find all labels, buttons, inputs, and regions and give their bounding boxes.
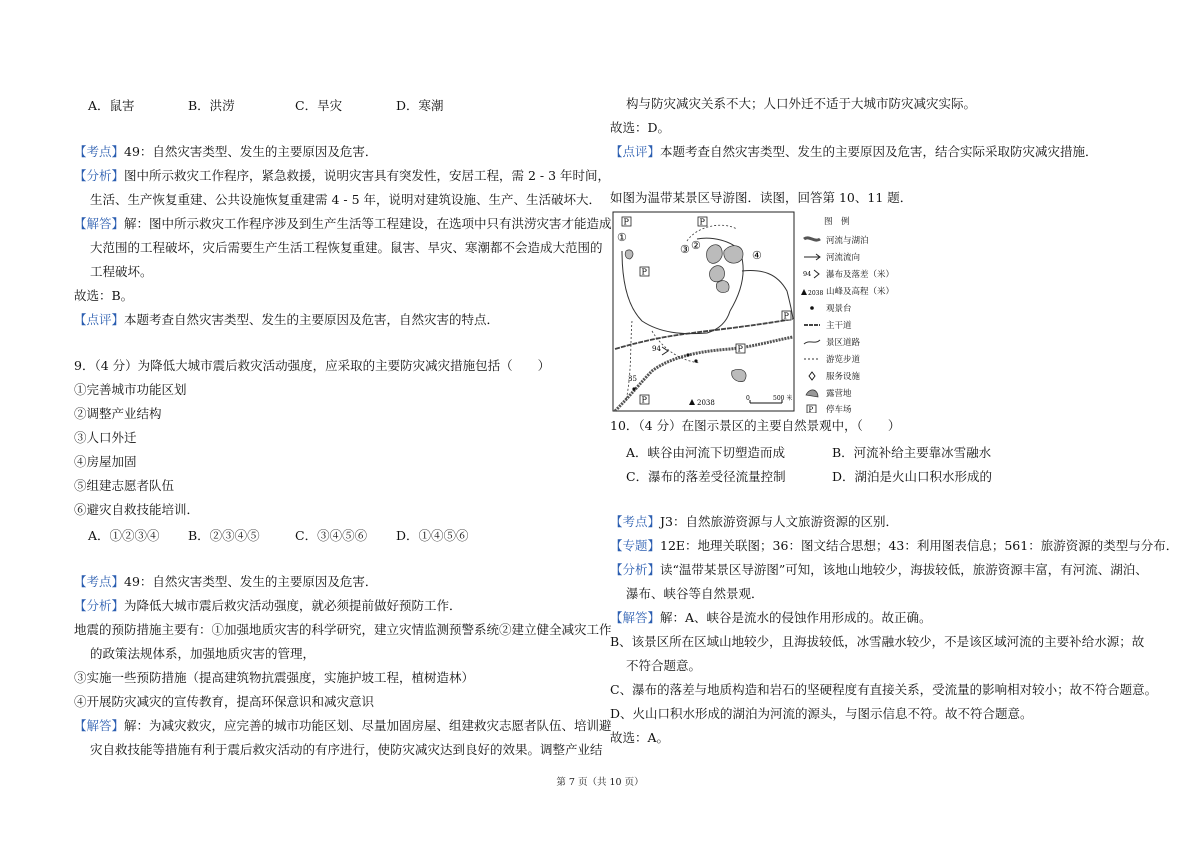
parking-label-3: P: [641, 267, 647, 277]
peak-label: 2038: [697, 399, 715, 407]
q9-item-1: ①完善城市功能区划: [74, 382, 187, 397]
parking-label-4: P: [783, 311, 789, 321]
map-frame: [613, 212, 794, 411]
q9-stem: 9．（4 分）为降低大城市震后救灾活动强度，应采取的主要防灾减灾措施包括（ ）: [74, 358, 551, 373]
fenxi-tag: 【分析】: [74, 168, 125, 183]
parking-label-6: P: [641, 395, 647, 405]
q9-item-3: ③人口外迁: [74, 430, 137, 445]
q8-jieda-line3: 工程破坏。: [90, 264, 153, 279]
q10-d-line: D、火山口积水形成的湖泊为河流的源头，与图示信息不符。故不符合题意。: [610, 706, 1033, 721]
lake-5: [625, 250, 633, 259]
q10-fenxi: 【分析】读“温带某景区导游图”可知，该地山地较少，海拔较低，旅游资源丰富，有河流、湖泊、: [610, 562, 1148, 577]
viewpoint-icon-2: [694, 359, 697, 362]
scenic-area-map: [612, 211, 908, 413]
legend-river-lake: 河流与湖泊: [826, 236, 869, 246]
page-footer: 第 7 页（共 10 页）: [556, 777, 644, 788]
legend-scenic-road: 景区道路: [826, 338, 861, 348]
q9-measures-1: 地震的预防措施主要有：①加强地质灾害的科学研究，建立灾情监测预警系统②建立健全减灾工作: [74, 622, 612, 637]
jieda-tag: 【解答】: [74, 718, 125, 733]
jieda-tag: 【解答】: [610, 610, 661, 625]
legend-peak: 山峰及高程（米）: [826, 287, 895, 297]
q10-stem: 10．（4 分）在图示景区的主要自然景观中，（ ）: [610, 418, 901, 433]
legend-service: 服务设施: [826, 372, 861, 382]
kaodian-tag: 【考点】: [74, 574, 125, 589]
scale-label-500: 500 米: [773, 395, 793, 402]
q8-jieda-line2: 大范围的工程破坏，灾后需要生产生活工程恢复重建。鼠害、旱灾、寒潮都不会造成大范围的: [90, 240, 603, 255]
q9-fenxi: 【分析】为降低大城市震后救灾活动强度，就必须提前做好预防工作．: [74, 598, 462, 613]
fenxi-tag: 【分析】: [74, 598, 125, 613]
q8-option-d: D．寒潮: [396, 98, 444, 113]
q8-kaodian: 【考点】49：自然灾害类型、发生的主要原因及危害．: [74, 144, 378, 159]
point-2-label: ②: [691, 239, 701, 252]
q10-b-line2: 不符合题意。: [626, 658, 702, 673]
parking-label-2: P: [699, 217, 705, 227]
legend-parking: 停车场: [826, 405, 852, 413]
legend-viewpoint: 观景台: [826, 304, 852, 314]
q10-option-c: C．瀑布的落差受径流量控制: [626, 469, 786, 484]
legend-service-icon: [809, 372, 815, 380]
legend-parking-letter: P: [808, 406, 814, 413]
q9-option-b: B．②③④⑤: [188, 528, 260, 543]
q9-jieda-line2: 灾自救技能等措施有利于震后救灾活动的有序进行，使防灾减灾达到良好的效果。调整产业结: [90, 742, 603, 757]
q9-answer: 故选：D。: [610, 120, 671, 135]
legend-camp: 露营地: [826, 389, 852, 399]
q9-jieda-line3: 构与防灾减灾关系不大；人口外迁不适于大城市防灾减灾实际。: [626, 96, 977, 111]
map-svg: [612, 211, 908, 413]
q8-dianping: 【点评】本题考查自然灾害类型、发生的主要原因及危害，自然灾害的特点．: [74, 312, 500, 327]
q9-option-d: D．①④⑤⑥: [396, 528, 469, 543]
q9-option-a: A．①②③④: [88, 528, 160, 543]
jieda-tag: 【解答】: [74, 216, 125, 231]
q9-measures-3: ③实施一些预防措施（提高建筑物抗震强度，实施护坡工程，植树造林）: [74, 670, 475, 685]
q9-item-2: ②调整产业结构: [74, 406, 162, 421]
q8-fenxi: 【分析】图中所示救灾工作程序，紧急救援，说明灾害具有突发性，安居工程，需 2 - 3 年时间，: [74, 168, 611, 183]
q9-item-5: ⑤组建志愿者队伍: [74, 478, 175, 493]
q10-option-b: B．河流补给主要靠冰雪融水: [832, 445, 992, 460]
dianping-tag: 【点评】: [74, 312, 125, 327]
q10-b-line1: B、该景区所在区域山地较少，且海拔较低，冰雪融水较少，不是该区域河流的主要补给水源；故: [610, 634, 1145, 649]
legend-fall-number: 94: [803, 270, 812, 278]
q10-option-d: D．湖泊是火山口积水形成的: [832, 469, 993, 484]
legend-scenic-road-icon: [804, 340, 820, 344]
legend-fall-icon: [814, 270, 819, 278]
legend-river-lake-icon: [804, 238, 820, 240]
waterfall-label: 94: [652, 345, 661, 353]
elevation-label-35: 35: [628, 375, 637, 383]
q9-measures-4: ④开展防灾减灾的宣传教育，提高环保意识和减灾意识: [74, 694, 375, 709]
q9-jieda: 【解答】解：为减灾救灾，应完善的城市功能区划、尽量加固房屋、组建救灾志愿者队伍、培训避: [74, 718, 612, 733]
parking-label-1: P: [623, 217, 629, 227]
q9-item-6: ⑥避灾自救技能培训．: [74, 502, 200, 517]
legend-trail: 游览步道: [826, 355, 861, 365]
legend-viewpoint-icon: [810, 306, 814, 310]
q8-jieda: 【解答】解：图中所示救灾工作程序涉及到生产生活等工程建设，在选项中只有洪涝灾害才能造成: [74, 216, 612, 231]
legend-camp-icon: [806, 390, 818, 397]
q8-option-b: B．洪涝: [188, 98, 235, 113]
q10-fenxi-line2: 瀑布、峡谷等自然景观．: [626, 586, 764, 601]
lake-4: [716, 281, 729, 293]
q9-item-4: ④房屋加固: [74, 454, 137, 469]
dianping-tag: 【点评】: [610, 144, 661, 159]
q8-option-a: A．鼠害: [88, 98, 135, 113]
point-4-label: ④: [752, 249, 762, 262]
q9-measures-2: 的政策法规体系，加强地质灾害的管理，: [90, 646, 316, 661]
viewpoint-icon-3: [632, 387, 635, 390]
fenxi-tag: 【分析】: [610, 562, 661, 577]
q10-answer: 故选：A。: [610, 730, 670, 745]
scale-label-0: 0: [746, 395, 750, 402]
legend-main-road: 主干道: [826, 321, 852, 331]
map-intro: 如图为温带某景区导游图．读图，回答第 10、11 题．: [610, 190, 913, 205]
kaodian-tag: 【考点】: [74, 144, 125, 159]
q10-option-a: A．峡谷由河流下切塑造而成: [626, 445, 786, 460]
q8-answer: 故选：B。: [74, 288, 134, 303]
q8-fenxi-line2: 生活、生产恢复重建、公共设施恢复重建需 4 - 5 年，说明对建筑设施、生产、生活破坏大．: [90, 192, 602, 207]
point-3-label: ③: [680, 243, 690, 256]
parking-label-5: P: [737, 344, 743, 354]
q8-option-c: C．旱灾: [295, 98, 343, 113]
q10-kaodian: 【考点】J3：自然旅游资源与人文旅游资源的区别．: [610, 514, 898, 529]
q10-jieda: 【解答】解：A、峡谷是流水的侵蚀作用形成的。故正确。: [610, 610, 932, 625]
legend-flow: 河流流向: [826, 253, 861, 263]
q9-option-c: C．③④⑤⑥: [295, 528, 368, 543]
viewpoint-icon-1: [686, 353, 689, 356]
legend-fall: 瀑布及落差（米）: [826, 270, 895, 280]
kaodian-tag: 【考点】: [610, 514, 661, 529]
zhuanti-tag: 【专题】: [610, 538, 661, 553]
legend-title: 图 例: [824, 217, 850, 227]
lake-3: [724, 246, 743, 263]
q9-dianping: 【点评】本题考查自然灾害类型、发生的主要原因及危害，结合实际采取防灾减灾措施．: [610, 144, 1098, 159]
q10-c-line: C、瀑布的落差与地质构造和岩石的坚硬程度有直接关系，受流量的影响相对较小；故不符合题意。: [610, 682, 1158, 697]
q10-zhuanti: 【专题】12E：地理关联图；36：图文结合思想；43：利用图表信息；561：旅游资源的类型与分布．: [610, 538, 1179, 553]
point-1-label: ①: [617, 231, 627, 244]
legend-peak-icon: [801, 289, 807, 295]
q9-kaodian: 【考点】49：自然灾害类型、发生的主要原因及危害．: [74, 574, 378, 589]
legend-peak-number: 2038: [808, 290, 824, 297]
